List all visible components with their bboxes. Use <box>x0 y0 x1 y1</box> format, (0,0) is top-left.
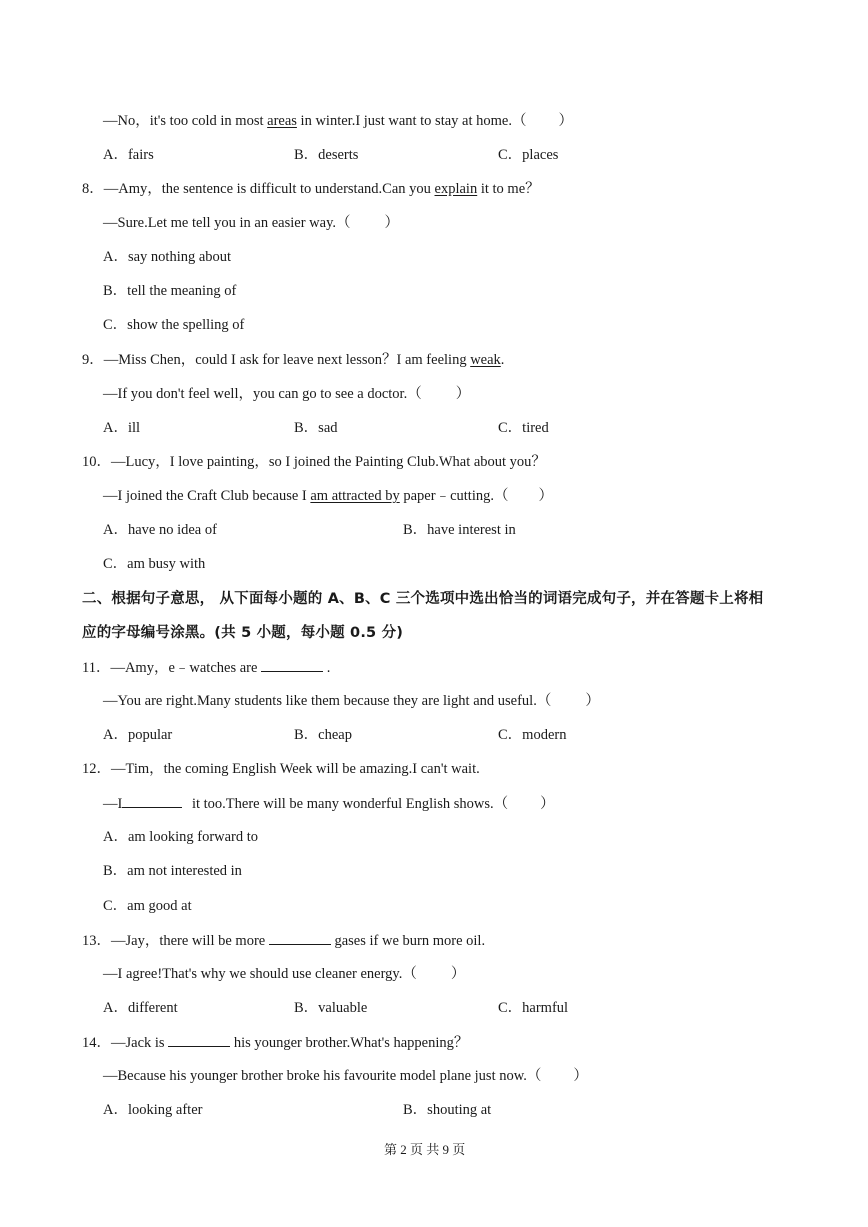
q9-question-text: 9．—Miss Chen，could I ask for leave next lesson？I am feeling <box>82 352 471 368</box>
q7-answer-text-2: in winter.I just want to stay at home.（ <box>296 113 527 129</box>
q11-option-a[interactable]: A．popular <box>103 727 173 743</box>
q7-answer-text: —No，it's too cold in most <box>103 113 268 129</box>
q8-option-a[interactable]: A．say nothing about <box>103 249 232 265</box>
q10-option-b[interactable]: B．have interest in <box>403 522 516 538</box>
q12-answer-text-2: it too.There will be many wonderful English shows.（ <box>188 796 509 812</box>
q13-question <box>82 930 485 951</box>
q11-question-text: 11．—Amy，e﹣watches are <box>82 660 262 676</box>
q10-underlined-phrase: am attracted by <box>310 488 400 504</box>
q13-option-c[interactable]: C．harmful <box>498 1000 569 1016</box>
q14-question <box>82 1032 468 1053</box>
q11-option-c[interactable]: C．modern <box>498 727 567 743</box>
q9-answer-text: —If you don't feel well，you can go to see a doctor.（ <box>103 386 422 402</box>
q14-question-text: 14．—Jack is <box>82 1035 169 1051</box>
q10-option-c[interactable]: C．am busy with <box>103 556 206 572</box>
q7-underlined-word: areas <box>267 113 297 129</box>
q9-underlined-word: weak <box>470 352 501 368</box>
q14-answer-line <box>103 1066 588 1086</box>
q14-fill-blank[interactable] <box>168 1032 230 1047</box>
q12-close-paren: ） <box>540 796 555 812</box>
q9-question-text-2: . <box>500 352 505 368</box>
q9-close-paren: ） <box>455 386 471 402</box>
q8-option-b[interactable]: B．tell the meaning of <box>103 283 237 299</box>
q13-fill-blank[interactable] <box>269 930 331 945</box>
q8-option-c[interactable]: C．show the spelling of <box>103 317 245 333</box>
section-2-instruction-line-1: 二、根据句子意思， 从下面每小题的 A、B、C 三个选项中选出恰当的词语完成句子，并在答题卡上将相 <box>82 591 764 607</box>
q14-answer-text: —Because his younger brother broke his favourite model plane just now.（ <box>103 1068 542 1084</box>
q11-fill-blank[interactable] <box>261 657 323 672</box>
q10-option-a[interactable]: A．have no idea of <box>103 522 217 538</box>
q10-question: 10．—Lucy，I love painting，so I joined the Painting Club.What about you？ <box>82 454 546 470</box>
q8-question-text-2: it to me？ <box>477 181 540 197</box>
q12-option-a[interactable]: A．am looking forward to <box>103 829 259 845</box>
q13-option-a[interactable]: A．different <box>103 1000 178 1016</box>
q8-close-paren: ） <box>384 215 399 231</box>
q13-option-b[interactable]: B．valuable <box>294 1000 368 1016</box>
q7-option-c[interactable]: C．places <box>498 147 559 163</box>
q13-close-paren: ） <box>450 966 466 982</box>
q12-option-c[interactable]: C．am good at <box>103 898 192 914</box>
q13-question-text-2: gases if we burn more oil. <box>330 933 486 949</box>
q8-answer-line <box>103 213 399 233</box>
q13-question-text: 13．—Jay，there will be more <box>82 933 269 949</box>
q9-answer-line <box>103 384 470 404</box>
q11-answer-text: —You are right.Many students like them because they are light and useful.（ <box>103 693 552 709</box>
q9-option-b[interactable]: B．sad <box>294 420 338 436</box>
q12-answer-line <box>103 793 555 814</box>
q14-question-text-2: his younger brother.What's happening？ <box>230 1035 469 1051</box>
page-number-footer: 第 2 页 共 9 页 <box>384 1142 466 1157</box>
q11-close-paren: ） <box>585 693 600 709</box>
q12-fill-blank[interactable] <box>122 793 182 808</box>
q9-option-a[interactable]: A．ill <box>103 420 141 436</box>
q9-question <box>82 350 504 370</box>
q8-question-text: 8．—Amy，the sentence is difficult to understand.Can you <box>82 181 435 197</box>
q7-close-paren: ） <box>558 113 573 129</box>
q12-option-b[interactable]: B．am not interested in <box>103 863 242 879</box>
q11-option-b[interactable]: B．cheap <box>294 727 352 743</box>
q10-answer-text: —I joined the Craft Club because I <box>103 488 311 504</box>
q13-answer-line <box>103 964 465 984</box>
q10-answer-line <box>103 486 553 506</box>
q12-answer-text: —I <box>103 796 123 812</box>
q13-answer-text: —I agree!That's why we should use cleaner energy.（ <box>103 966 417 982</box>
q8-underlined-word: explain <box>434 181 478 197</box>
q9-option-c[interactable]: C．tired <box>498 420 549 436</box>
q12-question: 12．—Tim，the coming English Week will be amazing.I can't wait. <box>82 761 480 777</box>
q7-option-b[interactable]: B．deserts <box>294 147 359 163</box>
q8-answer-text: —Sure.Let me tell you in an easier way.（ <box>103 215 351 231</box>
q10-answer-text-2: paper﹣cutting.（ <box>399 488 509 504</box>
q11-question <box>82 657 330 678</box>
q8-question <box>82 179 540 199</box>
q7-answer-line <box>103 111 573 131</box>
q10-close-paren: ） <box>538 488 553 504</box>
q11-answer-line <box>103 691 600 711</box>
q14-option-a[interactable]: A．looking after <box>103 1102 203 1118</box>
q7-option-a[interactable]: A．fairs <box>103 147 154 163</box>
q14-option-b[interactable]: B．shouting at <box>403 1102 492 1118</box>
q14-close-paren: ） <box>573 1068 588 1084</box>
q11-question-text-2: . <box>323 660 331 676</box>
section-2-instruction-line-2: 应的字母编号涂黑。(共 5 小题，每小题 0.5 分) <box>82 625 404 641</box>
